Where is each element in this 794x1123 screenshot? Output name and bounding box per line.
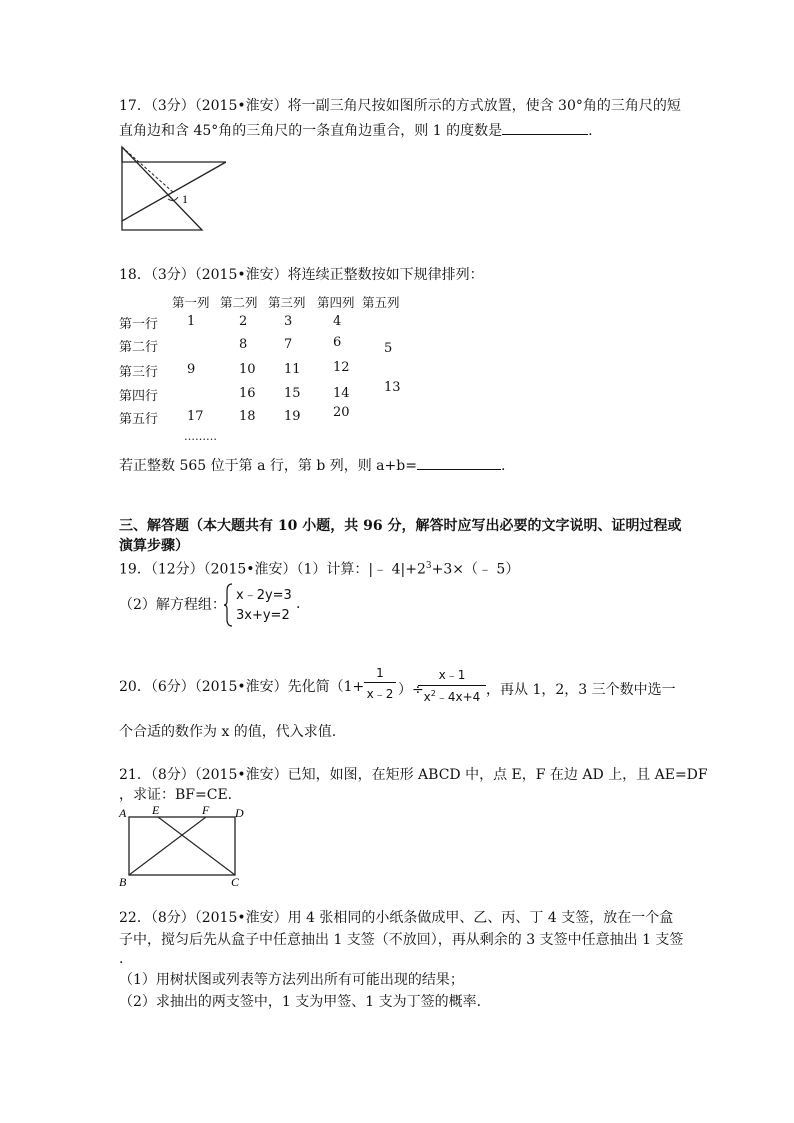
q21-line2: ，求证：BF=CE． — [119, 787, 242, 803]
angle-label: 1 — [182, 192, 188, 206]
label-F: F — [202, 803, 210, 817]
answer-blank — [417, 455, 501, 470]
q22-line3: . — [119, 951, 124, 967]
table-cell: 6 — [333, 335, 342, 350]
section3-heading-line1: 三、解答题（本大题共有 10 小题，共 96 分，解答时应写出必要的文字说明、证明过程或 — [119, 518, 682, 534]
table-cell: 2 — [239, 314, 248, 329]
q17-triangle-figure — [118, 145, 230, 233]
column-header-5: 第五列 — [362, 295, 400, 310]
column-header-1: 第一列 — [172, 295, 210, 310]
q20-frac2-den-rest: ﹣4x+4 — [435, 690, 481, 704]
q19-line1-post: +3×（﹣ 5） — [431, 561, 520, 578]
q20-fraction-2 — [418, 666, 486, 705]
q19-equation-2: 3x+y=2 — [236, 608, 290, 623]
section3-heading-line2: 演算步骤） — [119, 538, 189, 554]
fraction-bar — [418, 685, 486, 686]
row-label-3: 第三行 — [119, 365, 159, 380]
row-label-4: 第四行 — [119, 389, 159, 404]
q17-line1: 17．（3分）（2015•淮安）将一副三角尺按如图所示的方式放置，使含 30°角的三角尺的短 — [119, 98, 681, 114]
q22-line1: 22．（8分）（2015•淮安）用 4 张相同的小纸条做成甲、乙、丙、丁 4 支签，放在一个盒 — [119, 910, 674, 926]
q19-brace — [224, 583, 234, 627]
q22-part2: （2）求抽出的两支签中，1 支为甲签、1 支为丁签的概率． — [119, 994, 491, 1010]
table-cell: 1 — [187, 314, 196, 329]
q21-line1: 21．（8分）（2015•淮安）已知，如图，在矩形 ABCD 中，点 E，F 在边 AD 上，且 AE=DF — [119, 767, 708, 783]
q20-fraction-1 — [364, 666, 396, 702]
label-C: C — [231, 875, 240, 889]
fraction-bar — [364, 682, 396, 683]
q18-question — [119, 455, 505, 475]
q22-line2: 子中，搅匀后先从盒子中任意抽出 1 支签（不放回），再从剩余的 3 支签中任意抽出 1 支签 — [119, 932, 684, 948]
q20-frac2-numerator: x﹣1 — [438, 668, 466, 682]
row-label-2: 第二行 — [119, 340, 159, 355]
q20-frac1-numerator: 1 — [376, 666, 384, 680]
table-cell: 13 — [384, 380, 401, 395]
table-cell: 16 — [239, 386, 256, 401]
q20-frac2-den-x: x — [423, 690, 431, 704]
table-cell: 11 — [284, 362, 301, 377]
table-cell: 17 — [187, 409, 204, 424]
q18-intro: 18．（3分）（2015•淮安）将连续正整数按如下规律排列： — [119, 267, 484, 283]
q20-frac1-denominator: x﹣2 — [366, 687, 394, 701]
q19-exponent: 3 — [425, 561, 432, 571]
q20-line1-start: 20．（6分）（2015•淮安）先化简（1+ — [119, 679, 365, 695]
table-cell: 12 — [333, 360, 350, 375]
row-label-5: 第五行 — [119, 412, 159, 427]
q19-period: . — [296, 596, 301, 612]
q17-period: . — [588, 123, 593, 139]
table-cell: 7 — [284, 337, 293, 352]
q18-dots: ……… — [184, 430, 217, 443]
table-cell: 20 — [333, 405, 350, 420]
table-cell: 19 — [284, 409, 301, 424]
label-A: A — [119, 806, 127, 820]
q19-part2-label: （2）解方程组： — [119, 597, 226, 613]
q21-rectangle-figure — [118, 802, 248, 888]
table-cell: 3 — [284, 314, 293, 329]
q20-divide: ）÷ — [398, 682, 424, 698]
q19-line1-text: 19．（12分）（2015•淮安）（1）计算：|﹣ 4|+2 — [119, 561, 426, 578]
q18-question-text: 若正整数 565 位于第 a 行，第 b 列，则 a+b= — [119, 458, 417, 474]
column-header-4: 第四列 — [317, 295, 355, 310]
table-cell: 9 — [187, 362, 196, 377]
table-cell: 15 — [284, 386, 301, 401]
q17-line2-text: 直角边和含 45°角的三角尺的一条直角边重合，则 1 的度数是 — [119, 123, 503, 139]
table-cell: 10 — [239, 362, 256, 377]
q18-period: . — [500, 458, 506, 474]
table-cell: 14 — [333, 386, 350, 401]
label-D: D — [235, 806, 244, 820]
q20-line1-end: ，再从 1，2，3 三个数中选一 — [486, 682, 676, 698]
q22-part1: （1）用树状图或列表等方法列出所有可能出现的结果； — [119, 972, 464, 988]
table-cell: 18 — [239, 409, 256, 424]
label-E: E — [152, 803, 160, 817]
column-header-3: 第三列 — [268, 295, 306, 310]
row-label-1: 第一行 — [119, 317, 159, 332]
label-B: B — [119, 875, 127, 889]
q17-line2 — [119, 120, 593, 140]
q19-equation-1: x﹣2y=3 — [236, 588, 292, 603]
table-cell: 4 — [333, 314, 342, 329]
table-cell: 8 — [239, 337, 248, 352]
q19-line1 — [119, 557, 519, 579]
q20-frac2-den-exp: 2 — [430, 689, 436, 698]
table-cell: 5 — [384, 341, 393, 356]
q20-frac2-denominator — [418, 688, 486, 705]
answer-blank — [502, 120, 588, 135]
column-header-2: 第二列 — [220, 295, 258, 310]
q20-line2: 个合适的数作为 x 的值，代入求值. — [119, 724, 337, 740]
